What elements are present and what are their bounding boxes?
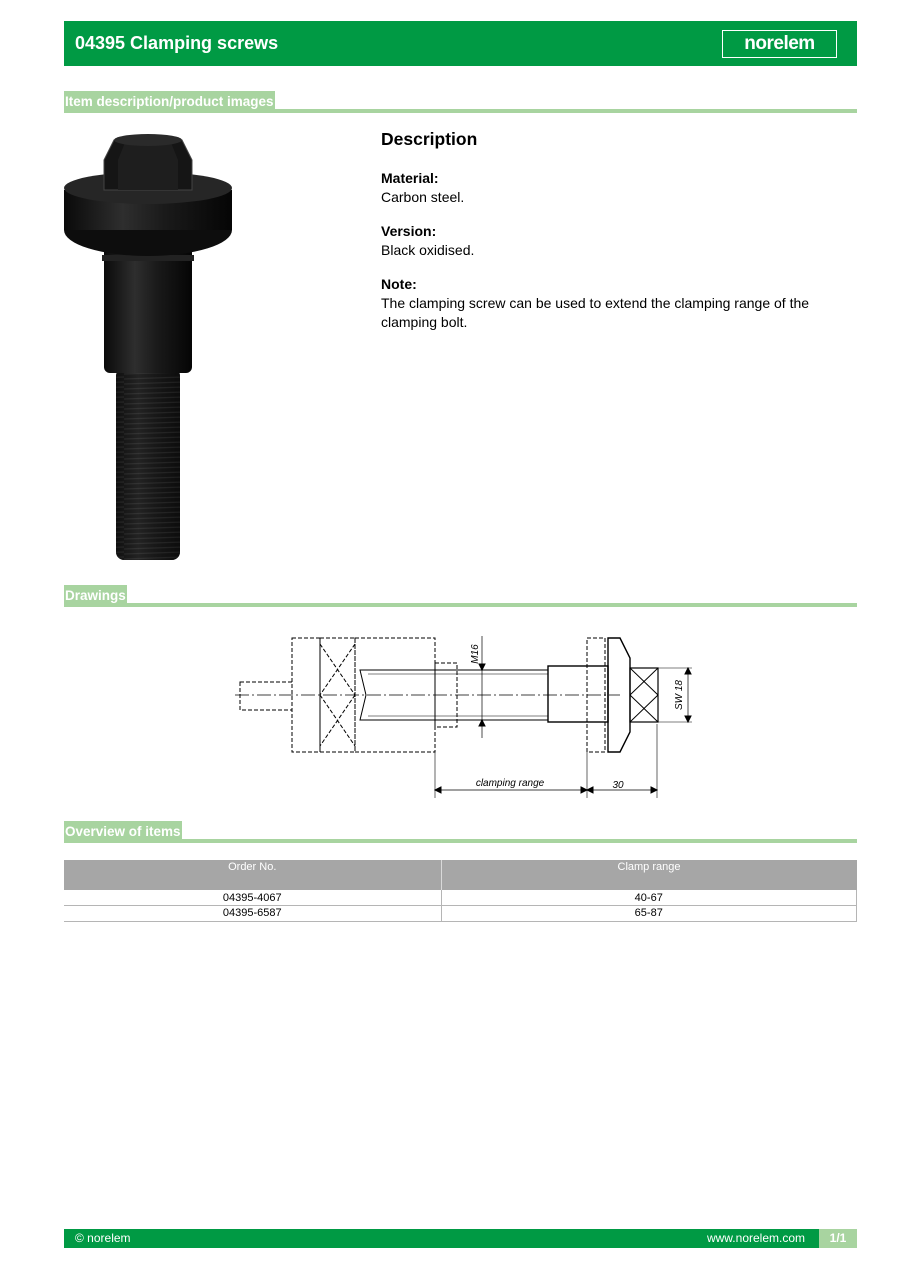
clamp-range-cell: 65-87 — [441, 906, 857, 922]
items-table — [64, 860, 857, 922]
version-value: Black oxidised. — [381, 242, 475, 258]
section-label: Item description/product images — [64, 91, 275, 113]
version-block — [381, 222, 861, 260]
column-header-order-no: Order No. — [64, 860, 441, 890]
section-header-description — [64, 91, 857, 113]
column-header-clamp-range: Clamp range — [441, 860, 857, 890]
material-value: Carbon steel. — [381, 189, 465, 205]
description-heading: Description — [381, 129, 478, 149]
note-block — [381, 275, 861, 332]
version-label: Version: — [381, 223, 437, 239]
table-row — [64, 890, 857, 906]
material-block — [381, 169, 861, 207]
page-title: 04395 Clamping screws — [75, 33, 279, 53]
header-bar — [64, 21, 857, 66]
product-image — [64, 130, 234, 565]
thread-size-label: M16 — [470, 644, 481, 664]
copyright-text: © norelem — [75, 1231, 131, 1245]
section-header-drawings — [64, 585, 857, 607]
table-row — [64, 906, 857, 922]
order-no-cell: 04395-4067 — [64, 890, 441, 906]
technical-drawing — [230, 628, 700, 800]
table-header-row — [64, 860, 857, 890]
brand-logo-text: norelem — [744, 32, 815, 54]
clamp-range-cell: 40-67 — [441, 890, 857, 906]
clamping-range-label: clamping range — [475, 778, 545, 789]
footer-bar — [64, 1229, 857, 1248]
section-header-overview — [64, 821, 857, 843]
page-number: 1/1 — [819, 1229, 857, 1248]
website-link[interactable]: www.norelem.com — [706, 1231, 805, 1245]
section-label: Drawings — [64, 585, 127, 607]
order-no-cell: 04395-6587 — [64, 906, 441, 922]
dimension-label: 30 — [612, 780, 624, 791]
note-value: The clamping screw can be used to extend the clamping range of the clamping bolt. — [381, 295, 810, 330]
wrench-size-label: SW 18 — [674, 679, 685, 711]
material-label: Material: — [381, 170, 439, 186]
brand-logo — [722, 30, 837, 58]
description-panel — [381, 128, 861, 347]
note-label: Note: — [381, 276, 417, 292]
section-label: Overview of items — [64, 821, 182, 843]
